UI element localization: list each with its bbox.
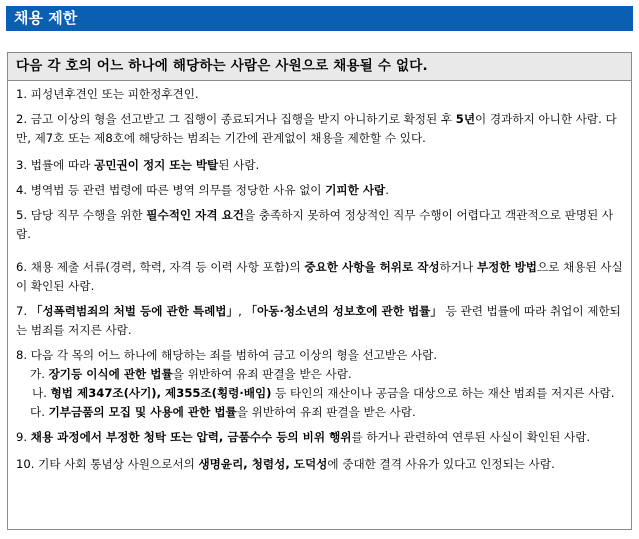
restriction-box xyxy=(7,52,632,530)
list-item-6: 6. 채용 제출 서류(경력, 학력, 자격 등 이력 사항 포함)의 중요한 사항을 허위로 작성하거나 부정한 방법으로 채용된 사실이 확인된 사람. xyxy=(16,260,623,293)
list-item-1: 1. 피성년후견인 또는 피한정후견인. xyxy=(16,87,199,101)
box-header: 다음 각 호의 어느 하나에 해당하는 사람은 사원으로 채용될 수 없다. xyxy=(8,53,631,81)
list-item-9: 9. 채용 과정에서 부정한 청탁 또는 압력, 금품수수 등의 비위 행위를 하거나 관련하여 연루된 사실이 확인된 사람. xyxy=(16,430,591,444)
list-item-4: 4. 병역법 등 관련 법령에 따른 병역 의무를 정당한 사유 없이 기피한 사람. xyxy=(16,183,389,197)
list-item-8: 8. 다음 각 목의 어느 하나에 해당하는 죄를 범하여 금고 이상의 형을 선고받은 사람. xyxy=(16,348,438,362)
list-item-5: 5. 담당 직무 수행을 위한 필수적인 자격 요건을 충족하지 못하여 정상적인 직무 수행이 어렵다고 객관적으로 판명된 사람. xyxy=(16,208,614,241)
list-item-10: 10. 기타 사회 통념상 사원으로서의 생명윤리, 청렴성, 도덕성에 중대한 결격 사유가 있다고 인정되는 사람. xyxy=(16,457,555,471)
list-item-3: 3. 법률에 따라 공민권이 정지 또는 박탈된 사람. xyxy=(16,158,260,172)
list-item-7: 7. 「성폭력범죄의 처벌 등에 관한 특례법」, 「아동·청소년의 성보호에 관한 법률」 등 관련 법률에 따라 취업이 제한되는 범죄를 저지른 사람. xyxy=(16,304,621,337)
item-list xyxy=(8,81,631,474)
list-subitem-na: 나. 형법 제347조(사기), 제355조(횡령·배임) 등 타인의 재산이나 공금을 대상으로 하는 재산 범죄를 저지른 사람. xyxy=(32,386,615,400)
list-subitem-da: 다. 기부금품의 모집 및 사용에 관한 법률을 위반하여 유죄 판결을 받은 사람. xyxy=(30,405,416,419)
list-subitem-ga: 가. 장기등 이식에 관한 법률을 위반하여 유죄 판결을 받은 사람. xyxy=(30,367,352,381)
list-item-2: 2. 금고 이상의 형을 선고받고 그 집행이 종료되거나 집행을 받지 아니하기로 확정된 후 5년이 경과하지 아니한 사람. 다만, 제7호 또는 제8호에 해당하는 범죄는 기간에 관계없이 채용을 제한할 수 있다. xyxy=(16,112,617,145)
page-title: 채용 제한 xyxy=(6,6,633,31)
